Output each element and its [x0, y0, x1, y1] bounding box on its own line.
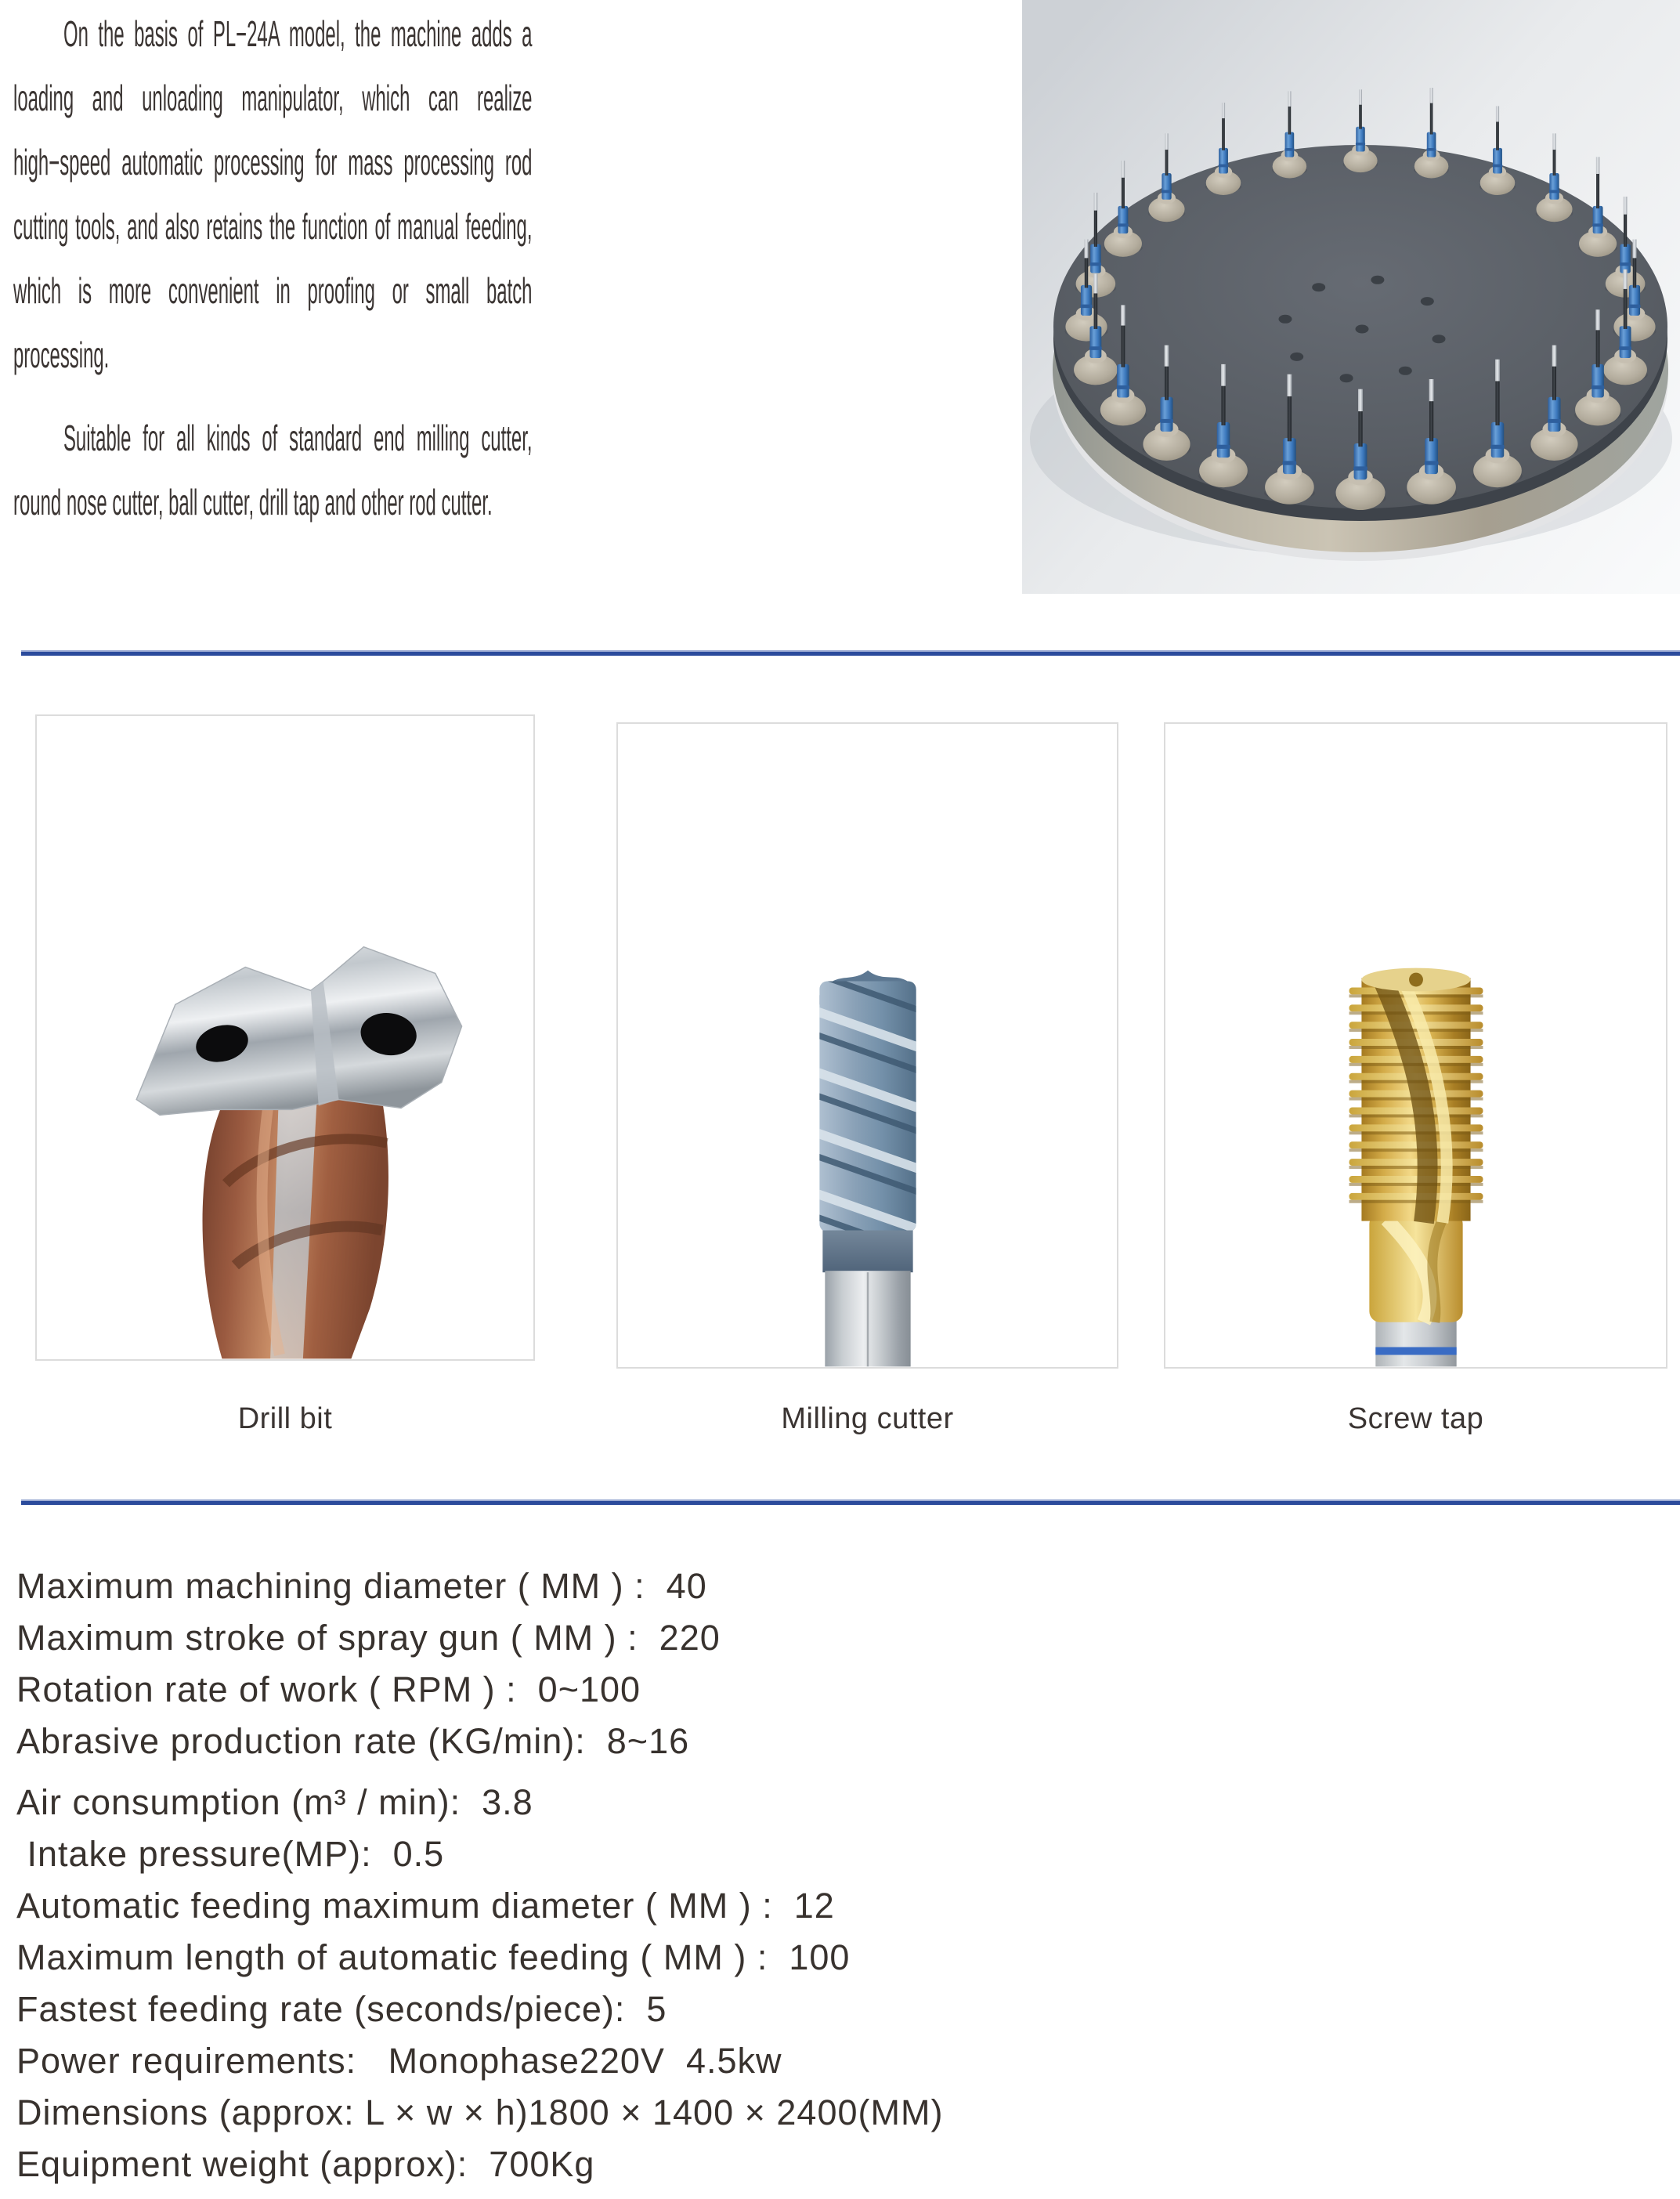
- intro-paragraph-1: On the basis of PL−24A model, the machine adds a loading and unloading manipulator, which can realize high−speed automatic processing for mass processing rod cutting tools, and also retains the function of manual feeding, which is more convenient in proofing or small batch processing.: [13, 13, 533, 375]
- spec-air-consumption: Air consumption (m³ / min): 3.8: [16, 1782, 533, 1822]
- intro-paragraph-2: Suitable for all kinds of standard end milling cutter, round nose cutter, ball cutter, drill tap and other rod cutter.: [13, 418, 533, 523]
- drill-bit-illustration: [37, 716, 533, 1359]
- spec-equipment-weight: Equipment weight (approx): 700Kg: [16, 2144, 595, 2184]
- spec-auto-feeding-max-diameter: Automatic feeding maximum diameter ( MM ) : 12: [16, 1886, 835, 1926]
- spec-power-requirements: Power requirements: Monophase220V 4.5kw: [16, 2041, 782, 2081]
- spec-abrasive-production-rate: Abrasive production rate (KG/min): 8~16: [16, 1721, 690, 1761]
- section-divider-top: [21, 650, 1680, 656]
- turntable-illustration: [1022, 0, 1680, 594]
- screw-tap-caption: Screw tap: [1347, 1402, 1484, 1435]
- screw-tap-image: [1164, 722, 1667, 1369]
- spec-auto-feeding-max-length: Maximum length of automatic feeding ( MM ) : 100: [16, 1937, 851, 1977]
- spec-intake-pressure: Intake pressure(MP): 0.5: [16, 1834, 445, 1874]
- screw-tap-illustration: [1165, 724, 1666, 1367]
- turntable-render-image: [1022, 0, 1680, 594]
- intro-text-block: [13, 2, 532, 534]
- section-divider-bottom: [21, 1499, 1680, 1505]
- tap-shank: [1375, 1316, 1456, 1367]
- spec-rotation-rate: Rotation rate of work ( RPM ) : 0~100: [16, 1669, 641, 1709]
- spec-dimensions: Dimensions (approx: L × w × h)1800 × 1400 × 2400(MM): [16, 2092, 944, 2132]
- drill-bit-caption: Drill bit: [237, 1402, 333, 1435]
- drill-bit-image: [35, 714, 535, 1361]
- milling-cutter-caption: Milling cutter: [781, 1402, 954, 1435]
- tap-blue-ring: [1375, 1347, 1456, 1355]
- milling-cutter-illustration: [618, 724, 1117, 1367]
- milling-cutter-image: [616, 722, 1118, 1369]
- spec-fastest-feeding-rate: Fastest feeding rate (seconds/piece): 5: [16, 1989, 667, 2029]
- tap-center-hole: [1409, 973, 1423, 987]
- cutter-collar: [822, 1231, 912, 1273]
- spec-list: [16, 1561, 1669, 2190]
- spec-max-spray-gun-stroke: Maximum stroke of spray gun ( MM ) : 220: [16, 1618, 721, 1658]
- spec-max-machining-diameter: Maximum machining diameter ( MM ) : 40: [16, 1566, 707, 1606]
